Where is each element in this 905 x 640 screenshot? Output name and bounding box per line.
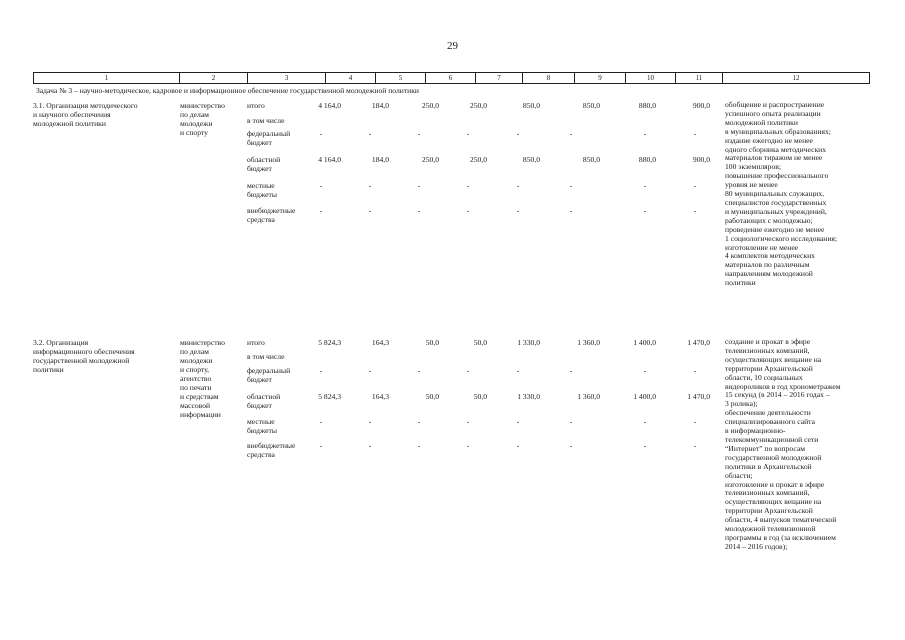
value-cell: 900,0 (692, 101, 710, 110)
value-cell: 50,0 (473, 392, 487, 401)
header-cell-3: 3 (247, 73, 325, 83)
value-cell: - (643, 441, 647, 450)
value-cell: - (693, 206, 697, 215)
source-label: в том числе (247, 116, 285, 125)
value-cell: - (368, 129, 372, 138)
value-cell: - (319, 129, 323, 138)
header-cell-6: 6 (425, 73, 475, 83)
value-cell: - (368, 441, 372, 450)
value-cell: - (417, 129, 421, 138)
source-label: федеральный бюджет (247, 366, 291, 384)
task-title: Задача № 3 – научно-методическое, кадровое и информационное обеспечение государственной молодежной политики (36, 86, 419, 95)
header-cell-5: 5 (375, 73, 425, 83)
value-cell: 50,0 (473, 338, 487, 347)
value-cell: - (569, 206, 573, 215)
value-cell: 900,0 (692, 155, 710, 164)
value-cell: 1 400,0 (633, 392, 656, 401)
source-label: областной бюджет (247, 155, 281, 173)
value-cell: 1 360,0 (577, 338, 600, 347)
source-label: в том числе (247, 352, 285, 361)
measure-cell: 3.1. Организация методического и научного обеспечения молодежной политики (33, 101, 138, 128)
value-cell: - (368, 181, 372, 190)
value-cell: 50,0 (425, 392, 439, 401)
header-cell-12: 12 (722, 73, 869, 83)
value-cell: - (368, 206, 372, 215)
value-cell: - (516, 206, 520, 215)
source-label: внебюджетные средства (247, 441, 296, 459)
value-cell: - (693, 181, 697, 190)
value-cell: 250,0 (421, 155, 439, 164)
header-cell-4: 4 (325, 73, 375, 83)
executor-cell: министерство по делам молодежи и спорту, агентство по печати и средствам массовой информации (180, 338, 225, 419)
header-cell-11: 11 (675, 73, 722, 83)
header-cell-2: 2 (179, 73, 247, 83)
result-cell: обобщение и распространение успешного опыта реализации молодежной политики в муниципальных образованиях; издание ежегодно не менее одного сборника методических материалов тиражом не менее 100 экземпляров; повышение профессионального уровня не менее 80 муниципальных служащих, специалистов государственных и муниципальных учреждений, работающих с молодежью; проведение ежегодно не менее 1 социологического исследования; изготовление не менее 4 комплектов методических материалов по различным направлениям молодежной политики (725, 100, 838, 288)
value-cell: - (466, 417, 470, 426)
value-cell: - (516, 441, 520, 450)
value-cell: - (319, 441, 323, 450)
value-cell: - (417, 441, 421, 450)
value-cell: 4 164,0 (318, 155, 341, 164)
value-cell: - (466, 206, 470, 215)
source-label: местные бюджеты (247, 417, 277, 435)
value-cell: - (569, 366, 573, 375)
header-cell-8: 8 (522, 73, 574, 83)
value-cell: 184,0 (371, 155, 389, 164)
value-cell: 5 824,3 (318, 338, 341, 347)
measure-cell: 3.2. Организация информационного обеспечения государственной молодежной политики (33, 338, 135, 374)
header-cell-1: 1 (104, 74, 109, 82)
value-cell: 4 164,0 (318, 101, 341, 110)
value-cell: - (466, 366, 470, 375)
value-cell: 850,0 (582, 101, 600, 110)
source-label: внебюджетные средства (247, 206, 296, 224)
value-cell: 1 360,0 (577, 392, 600, 401)
result-cell: создание и прокат в эфире телевизионных компаний, осуществляющих вещание на территории Архангельской области, 10 социальных видеороликов в год хронометражем 15 секунд (в 2014 – 2016 годах – 3 ролика); обеспечение деятельности специализированного сайта в информационно- телекоммуникационной сети “Интернет” по вопросам государственной молодежной политики в Архангельской области; изготовление и прокат в эфире телевизионных компаний, осуществляющих вещание на территории Архангельской области, 4 выпусков тематической молодежной телевизионной программы в год (за исключением 2014 – 2016 годов); (725, 337, 841, 551)
value-cell: 164,3 (371, 392, 389, 401)
value-cell: 250,0 (469, 155, 487, 164)
value-cell: 880,0 (638, 101, 656, 110)
header-cell-10: 10 (625, 73, 675, 83)
value-cell: - (569, 129, 573, 138)
value-cell: 1 400,0 (633, 338, 656, 347)
value-cell: 1 330,0 (517, 338, 540, 347)
value-cell: 164,3 (371, 338, 389, 347)
value-cell: - (516, 417, 520, 426)
source-label: местные бюджеты (247, 181, 277, 199)
value-cell: - (643, 206, 647, 215)
value-cell: - (417, 181, 421, 190)
value-cell: 250,0 (469, 101, 487, 110)
value-cell: - (693, 366, 697, 375)
value-cell: 184,0 (371, 101, 389, 110)
source-label: итого (247, 101, 265, 110)
value-cell: 850,0 (522, 155, 540, 164)
value-cell: - (466, 129, 470, 138)
value-cell: - (466, 441, 470, 450)
value-cell: - (643, 181, 647, 190)
header-cell-7: 7 (475, 73, 522, 83)
value-cell: - (319, 206, 323, 215)
value-cell: - (643, 366, 647, 375)
value-cell: 5 824,3 (318, 392, 341, 401)
value-cell: - (643, 417, 647, 426)
value-cell: - (466, 181, 470, 190)
value-cell: - (417, 366, 421, 375)
value-cell: - (693, 441, 697, 450)
value-cell: - (693, 417, 697, 426)
value-cell: - (569, 441, 573, 450)
source-label: областной бюджет (247, 392, 281, 410)
value-cell: - (368, 417, 372, 426)
value-cell: 50,0 (425, 338, 439, 347)
value-cell: 250,0 (421, 101, 439, 110)
value-cell: - (516, 129, 520, 138)
value-cell: 850,0 (582, 155, 600, 164)
value-cell: 850,0 (522, 101, 540, 110)
value-cell: - (516, 181, 520, 190)
value-cell: 1 470,0 (687, 338, 710, 347)
value-cell: 1 470,0 (687, 392, 710, 401)
executor-cell: министерство по делам молодежи и спорту (180, 101, 225, 137)
value-cell: - (319, 181, 323, 190)
header-cell-9: 9 (574, 73, 625, 83)
page-number: 29 (447, 40, 458, 52)
value-cell: - (693, 129, 697, 138)
value-cell: 1 330,0 (517, 392, 540, 401)
value-cell: - (417, 417, 421, 426)
table-header-row (33, 72, 870, 84)
value-cell: - (368, 366, 372, 375)
source-label: федеральный бюджет (247, 129, 291, 147)
value-cell: - (569, 417, 573, 426)
value-cell: - (516, 366, 520, 375)
value-cell: - (319, 366, 323, 375)
value-cell: 880,0 (638, 155, 656, 164)
value-cell: - (569, 181, 573, 190)
value-cell: - (417, 206, 421, 215)
value-cell: - (643, 129, 647, 138)
source-label: итого (247, 338, 265, 347)
value-cell: - (319, 417, 323, 426)
